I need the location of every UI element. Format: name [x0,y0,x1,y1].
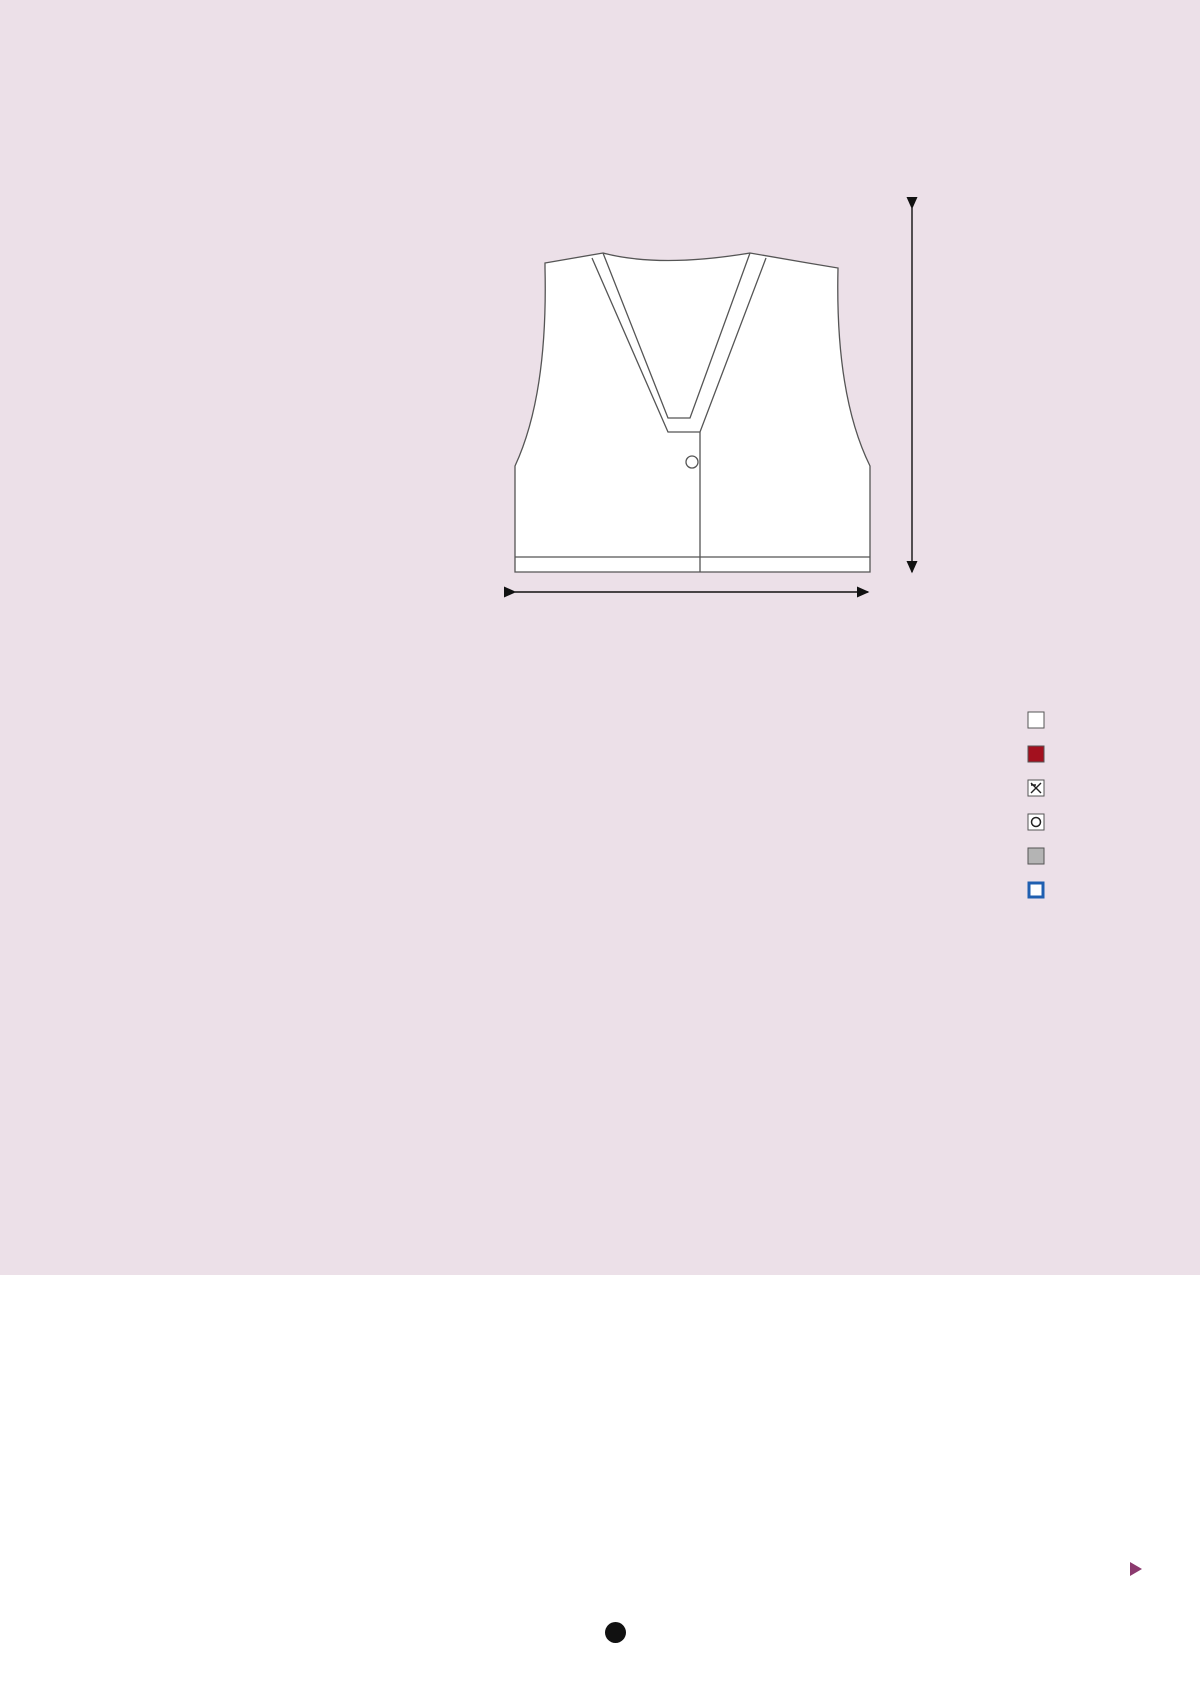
body-column-2 [458,1330,798,1351]
yo-symbol [1028,814,1044,830]
page-footer [0,1622,1200,1643]
page-number [605,1622,626,1643]
repeat-box [1029,883,1043,897]
next-page-arrow-icon[interactable] [1130,1562,1142,1576]
body-column-1 [102,1330,432,1353]
no-stitch-swatch [1028,848,1044,864]
yarn-b-swatch [1028,746,1044,762]
p3tog-symbol [1028,780,1044,796]
yarn-a-swatch [1028,712,1044,728]
body-column-3 [812,1330,1132,1353]
